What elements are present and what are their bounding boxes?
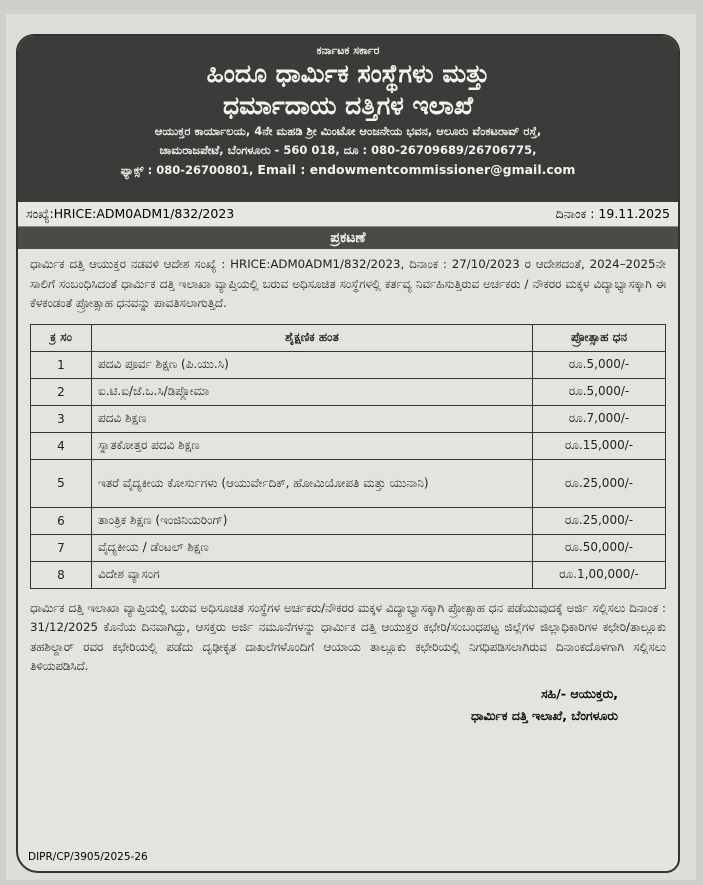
serial: 8 (31, 561, 92, 588)
amount: ರೂ.50,000/- (533, 534, 666, 561)
signature-line1: ಸಹಿ/- ಆಯುಕ್ತರು, (541, 685, 618, 701)
address-line1: ಆಯುಕ್ತರ ಕಾರ್ಯಾಲಯ, 4ನೇ ಮಹಡಿ ಶ್ರೀ ಮಿಂಟೋ ಆಂಜನೇಯ ಭವನ, ಆಲೂರು ವೆಂಕಟರಾವ್ ರಸ್ತೆ, (154, 124, 542, 138)
newspaper-page (6, 14, 696, 880)
amount: ರೂ.7,000/- (533, 405, 666, 432)
address-line2: ಚಾಮರಾಜಪೇಟೆ, ಬೆಂಗಳೂರು - 560 018, ದೂ : 080-26709689/26706775, (159, 143, 537, 157)
level: ಐ.ಟಿ.ಐ/ಜೆ.ಒ.ಸಿ/ಡಿಪ್ಲೋಮಾ (92, 378, 533, 405)
amount: ರೂ.25,000/- (533, 507, 666, 534)
dipr-code: DIPR/CP/3905/2025-26 (28, 851, 148, 863)
serial: 6 (31, 507, 92, 534)
table-row (31, 561, 666, 588)
serial: 3 (31, 405, 92, 432)
intro-paragraph: ಧಾರ್ಮಿಕ ದತ್ತಿ ಆಯುಕ್ತರ ನಡವಳಿ ಆದೇಶ ಸಂಖ್ಯೆ : HRICE:ADM0ADM1/832/2023, ದಿನಾಂಕ : 27/10/2023 ರ ಆದೇಶದಂತೆ, 2024–2025ನೇ ಸಾಲಿಗೆ ಸಂಬಂಧಿಸಿದಂತೆ ಧಾರ್ಮಿಕ ದತ್ತಿ ಇಲಾಖಾ ವ್ಯಾಪ್ತಿಯಲ್ಲಿ ಬರುವ ಅಧಿಸೂಚಿತ ಸಂಸ್ಥೆಗಳಲ್ಲಿ ಕರ್ತವ್ಯ ನಿರ್ವಹಿಸುತ್ತಿರುವ ಅರ್ಚಕರು / ನೌಕರರ ಮಕ್ಕಳ ವಿದ್ಯಾಭ್ಯಾಸಕ್ಕಾಗಿ ಈ ಕೆಳಕಂಡಂತೆ ಪ್ರೋತ್ಸಾಹ ಧನವನ್ನು ಪಾವತಿಸಲಾಗುತ್ತಿದೆ. (30, 257, 666, 310)
reference-number: ಸಂಖ್ಯೆ:HRICE:ADM0ADM1/832/2023 (26, 206, 235, 221)
incentive-table (30, 324, 666, 589)
fax: ಫ್ಯಾಕ್ಸ್ : 080-26700801, (120, 163, 254, 177)
header-level: ಶೈಕ್ಷಣಿಕ ಹಂತ (92, 324, 533, 351)
government-notice (16, 34, 680, 873)
email: Email : endowmentcommissioner@gmail.com (257, 162, 576, 177)
signature-line2: ಧಾರ್ಮಿಕ ದತ್ತಿ ಇಲಾಖೆ, ಬೆಂಗಳೂರು (470, 707, 618, 723)
signature-block (18, 683, 678, 727)
serial: 5 (31, 459, 92, 507)
level: ವಿದೇಶ ವ್ಯಾಸಂಗ (92, 561, 533, 588)
header-amount: ಪ್ರೋತ್ಸಾಹ ಧನ (533, 324, 666, 351)
table-row (31, 534, 666, 561)
table-row (31, 351, 666, 378)
serial: 1 (31, 351, 92, 378)
table-row (31, 378, 666, 405)
amount: ರೂ.25,000/- (533, 459, 666, 507)
serial: 4 (31, 432, 92, 459)
department-title-line1: ಹಿಂದೂ ಧಾರ್ಮಿಕ ಸಂಸ್ಥೆಗಳು ಮತ್ತು (206, 59, 490, 88)
closing-paragraph: ಧಾರ್ಮಿಕ ದತ್ತಿ ಇಲಾಖಾ ವ್ಯಾಪ್ತಿಯಲ್ಲಿ ಬರುವ ಅಧಿಸೂಚಿತ ಸಂಸ್ಥೆಗಳ ಅರ್ಚಕರು/ನೌಕರರ ಮಕ್ಕಳ ವಿದ್ಯಾಭ್ಯಾಸಕ್ಕಾಗಿ ಪ್ರೋತ್ಸಾಹ ಧನ ಪಡೆಯುವುದಕ್ಕೆ ಅರ್ಜಿ ಸಲ್ಲಿಸಲು ದಿನಾಂಕ : 31/12/2025 ಕೊನೆಯ ದಿನವಾಗಿದ್ದು, ಆಸಕ್ತರು ಅರ್ಜಿ ನಮೂನೆಗಳನ್ನು ಧಾರ್ಮಿಕ ದತ್ತಿ ಆಯುಕ್ತರ ಕಛೇರಿ/ಸಂಬಂಧಪಟ್ಟ ಜಿಲ್ಲೆಗಳ ಜಿಲ್ಲಾಧಿಕಾರಿಗಳ ಕಛೇರಿ/ತಾಲ್ಲೂಕು ತಹಶಿಲ್ದಾರ್ ರವರ ಕಛೇರಿಯಲ್ಲಿ ಪಡೆದು ದೃಢೀಕೃತ ದಾಖಲೆಗಳೊಂದಿಗೆ ಆಯಾಯ ತಾಲ್ಲೂಕು ಕಛೇರಿಯಲ್ಲಿ ನಿಗಧಿಪಡಿಸಲಾಗಿರುವ ದಿನಾಂಕದೊಳಗಾಗಿ ಸಲ್ಲಿಸಲು ತಿಳಿಯಪಡಿಸಿದೆ. (30, 600, 666, 673)
level: ಸ್ನಾತಕೋತ್ತರ ಪದವಿ ಶಿಕ್ಷಣ (92, 432, 533, 459)
amount: ರೂ.15,000/- (533, 432, 666, 459)
notice-banner: ಪ್ರಕಟಣೆ (18, 227, 678, 249)
notice-header (18, 36, 678, 202)
reference-date: ದಿನಾಂಕ : 19.11.2025 (555, 206, 670, 221)
serial: 2 (31, 378, 92, 405)
level: ಇತರೆ ವೈದ್ಯಕೀಯ ಕೋರ್ಸುಗಳು (ಆಯುರ್ವೇದಿಕ್, ಹೋಮಿಯೋಪತಿ ಮತ್ತು ಯುನಾನಿ) (92, 459, 533, 507)
amount: ರೂ.5,000/- (533, 351, 666, 378)
table-row (31, 459, 666, 507)
table-row (31, 432, 666, 459)
amount: ರೂ.5,000/- (533, 378, 666, 405)
serial: 7 (31, 534, 92, 561)
department-title-line2: ಧರ್ಮಾದಾಯ ದತ್ತಿಗಳ ಇಲಾಖೆ (223, 91, 473, 120)
header-serial: ಕ್ರ ಸಂ (31, 324, 92, 351)
table-header-row (31, 324, 666, 351)
government-name: ಕರ್ನಾಟಕ ಸರ್ಕಾರ (316, 44, 380, 57)
level: ವೈದ್ಯಕೀಯ / ಡೆಂಟಲ್ ಶಿಕ್ಷಣ (92, 534, 533, 561)
reference-row (18, 202, 678, 227)
table-row (31, 405, 666, 432)
level: ಪದವಿ ಶಿಕ್ಷಣ (92, 405, 533, 432)
amount: ರೂ.1,00,000/- (533, 561, 666, 588)
table-row (31, 507, 666, 534)
level: ಪದವಿ ಪೂರ್ವ ಶಿಕ್ಷಣ (ಪಿ.ಯು.ಸಿ) (92, 351, 533, 378)
level: ತಾಂತ್ರಿಕ ಶಿಕ್ಷಣ (ಇಂಜಿನಿಯರಿಂಗ್) (92, 507, 533, 534)
